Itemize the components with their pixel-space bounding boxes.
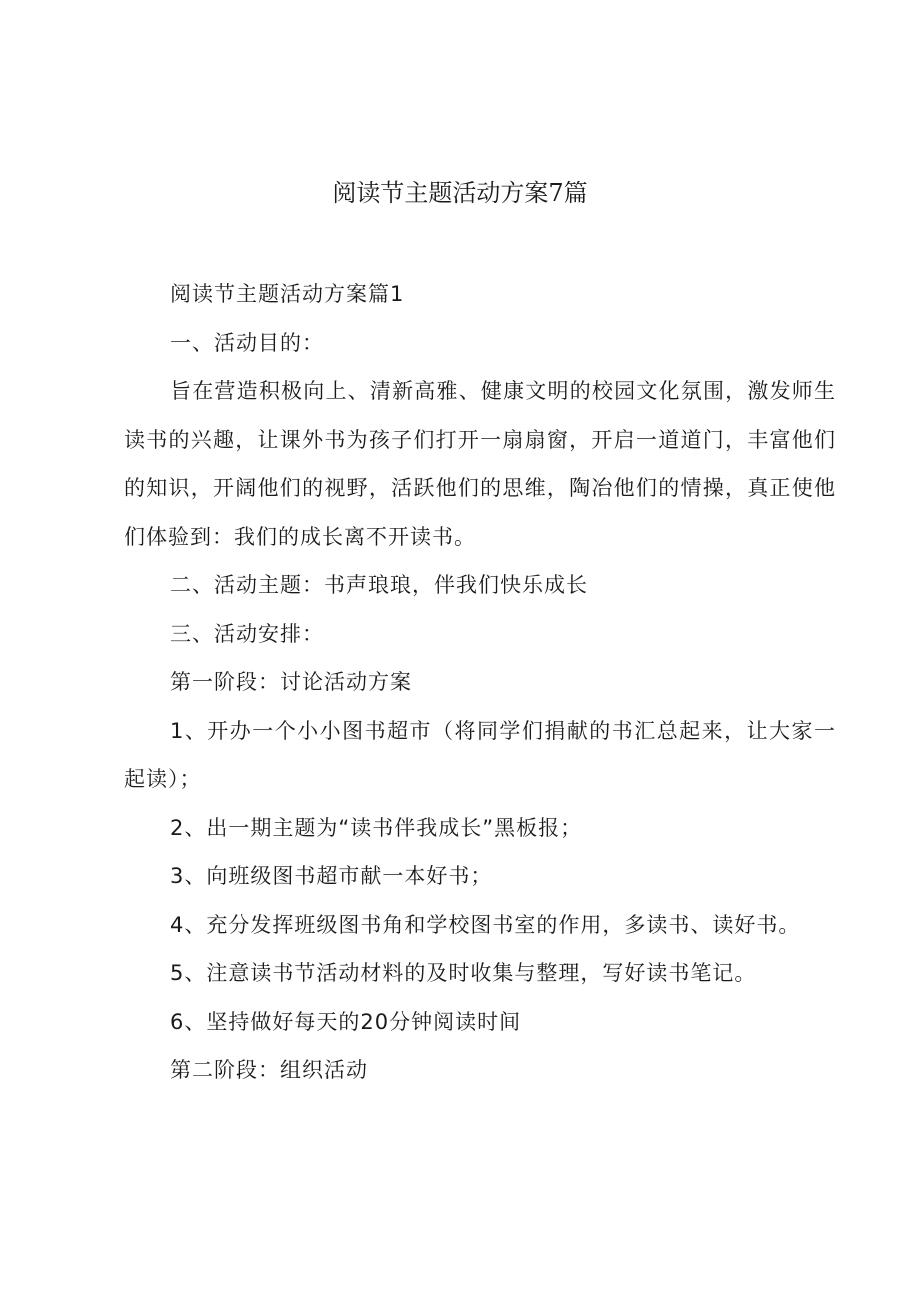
list-item: 3、向班级图书超市献一本好书； [170, 864, 493, 888]
paragraph: 三、活动安排： [170, 621, 324, 646]
list-item: 6、坚持做好每天的20分钟阅读时间 [170, 1009, 522, 1034]
list-item: 5、注意读书节活动材料的及时收集与整理，写好读书笔记。 [170, 961, 757, 985]
document-body [124, 270, 836, 1095]
list-item: 1、开办一个小小图书超市（将同学们捐献的书汇总起来，让大家一起读）； [124, 718, 836, 791]
paragraph: 旨在营造积极向上、清新高雅、健康文明的校园文化氛围，激发师生读书的兴趣，让课外书为孩子们打开一扇扇窗，开启一道道门，丰富他们的知识，开阔他们的视野，活跃他们的思维，陶冶他们的情操，真正使他们体验到：我们的成长离不开读书。 [124, 379, 836, 549]
paragraph: 二、活动主题：书声琅琅，伴我们快乐成长 [170, 573, 588, 597]
paragraph: 第二阶段：组织活动 [170, 1058, 368, 1082]
section-heading: 阅读节主题活动方案篇1 [170, 282, 405, 306]
paragraph: 第一阶段：讨论活动方案 [170, 670, 412, 694]
paragraph: 一、活动目的： [170, 330, 324, 355]
list-item: 2、出一期主题为“读书伴我成长”黑板报； [170, 815, 583, 840]
document-title: 阅读节主题活动方案7篇 [332, 179, 588, 207]
list-item: 4、充分发挥班级图书角和学校图书室的作用，多读书、读好书。 [170, 912, 801, 937]
